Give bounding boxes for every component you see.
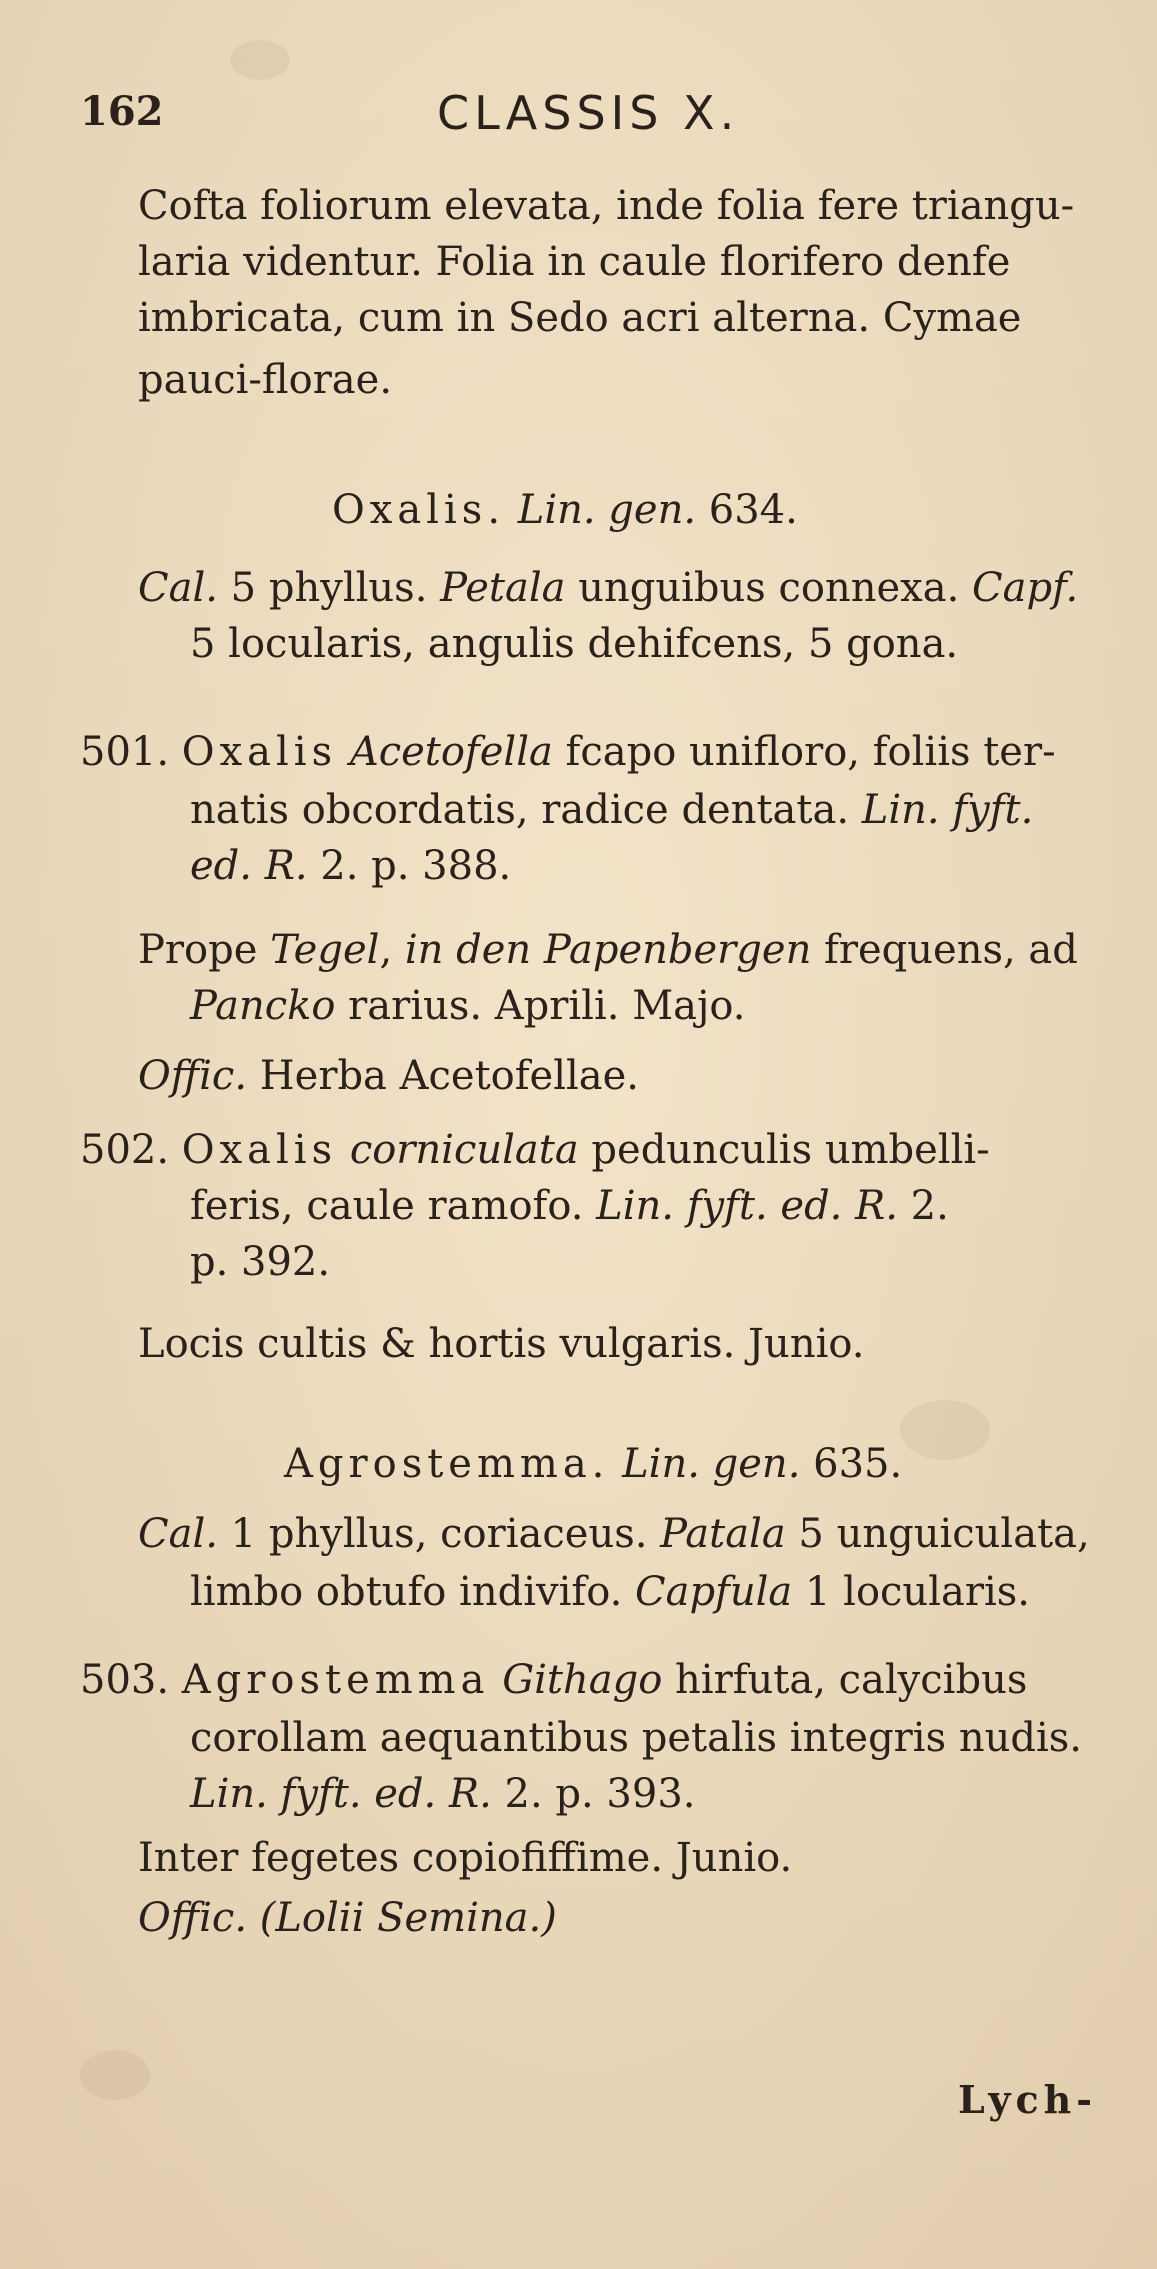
genus-reference: Lin. gen. (517, 487, 697, 533)
species-description: pedunculis umbelli- (578, 1127, 990, 1173)
genus-reference: Lin. gen. (622, 1441, 801, 1487)
text-span: , (379, 927, 405, 973)
literature-reference: Lin. fyft. ed. R. (596, 1183, 898, 1229)
genus-character-line: 5 locularis, angulis dehifcens, 5 gona. (190, 621, 959, 667)
text-line: pauci-florae. (138, 357, 393, 403)
paper-stain (900, 1400, 990, 1460)
text-span: 2. p. 388. (307, 843, 512, 889)
text-line (190, 1768, 696, 1820)
text-span: 5 unguiculata, (785, 1511, 1090, 1557)
locality: Tegel (270, 927, 380, 973)
species-genus: Oxalis (181, 729, 338, 775)
species-description: feris, caule ramofo. (190, 1183, 597, 1229)
species-epithet: corniculata (349, 1127, 579, 1173)
text-span: Herba Acetofellae. (247, 1053, 640, 1099)
species-genus: Agrostemma (181, 1657, 490, 1703)
genus-character-line (138, 562, 1078, 614)
species-description: natis obcordatis, radice dentata. (190, 787, 862, 833)
species-number: 501. (80, 729, 170, 775)
genus-heading (332, 484, 798, 536)
habitat-line (190, 980, 746, 1032)
text-line: laria videntur. Folia in caule florifero denfe (138, 239, 1011, 285)
species-entry-501 (80, 726, 1056, 778)
petala-label: Patala (660, 1511, 786, 1557)
text-span: 1 phyllus, coriaceus. (217, 1511, 661, 1557)
text-span: 5 phyllus. (217, 565, 441, 611)
literature-reference: ed. R. (190, 843, 308, 889)
text-span: unguibus connexa. (565, 565, 973, 611)
text-line: p. 392. (190, 1239, 331, 1285)
running-head: CLASSIS X. (437, 86, 740, 140)
species-genus: Oxalis (181, 1127, 338, 1173)
text-span: 2. (897, 1183, 949, 1229)
officinal-line: Offic. (Lolii Semina.) (138, 1895, 557, 1941)
text-span: frequens, ad (811, 927, 1078, 973)
text-line (190, 1180, 949, 1232)
species-epithet: Acetofella (349, 729, 553, 775)
genus-name: Agrostemma. (284, 1441, 610, 1487)
species-description: hirfuta, calycibus (662, 1657, 1028, 1703)
paper-stain (80, 2050, 150, 2100)
officinal-line (138, 1050, 639, 1102)
literature-reference: Lin. fyft. ed. R. (190, 1771, 492, 1817)
text-span: 2. p. 393. (491, 1771, 696, 1817)
page-number: 162 (80, 88, 164, 135)
text-span: rarius. Aprili. Majo. (335, 983, 746, 1029)
species-description: fcapo unifloro, foliis ter- (552, 729, 1056, 775)
genus-character-line (138, 1508, 1090, 1560)
genus-number: 634. (708, 487, 798, 533)
catchword: Lych- (958, 2077, 1097, 2122)
capsula-label: Capf. (972, 565, 1079, 611)
habitat-line (138, 924, 1078, 976)
species-number: 503. (80, 1657, 170, 1703)
locality: in den Papenbergen (404, 927, 812, 973)
text-line: imbricata, cum in Sedo acri alterna. Cymae (138, 295, 1022, 341)
species-entry-503 (80, 1654, 1027, 1706)
genus-name: Oxalis. (332, 487, 506, 533)
species-description: corollam aequantibus petalis integris nudis. (190, 1715, 1082, 1761)
species-number: 502. (80, 1127, 170, 1173)
habitat-line: Locis cultis & hortis vulgaris. Junio. (138, 1321, 865, 1367)
text-span: Prope (138, 927, 271, 973)
genus-character-line (190, 1566, 1030, 1618)
genus-number: 635. (813, 1441, 903, 1487)
text-line: Cofta foliorum elevata, inde folia fere triangu- (138, 183, 1075, 229)
text-line (190, 784, 1033, 836)
capsula-label: Capfula (635, 1569, 793, 1615)
genus-heading (284, 1438, 902, 1490)
text-span: limbo obtufo indivifo. (190, 1569, 635, 1615)
text-line (190, 840, 511, 892)
text-span: 1 locularis. (792, 1569, 1030, 1615)
species-epithet: Githago (502, 1657, 663, 1703)
officinal-label: Offic. (138, 1053, 248, 1099)
calyx-label: Cal. (138, 565, 218, 611)
species-entry-502 (80, 1124, 990, 1176)
habitat-line: Inter fegetes copiofiffime. Junio. (138, 1835, 793, 1881)
calyx-label: Cal. (138, 1511, 218, 1557)
paper-stain (230, 40, 290, 80)
literature-reference: Lin. fyft. (861, 787, 1034, 833)
locality: Pancko (190, 983, 336, 1029)
petala-label: Petala (440, 565, 566, 611)
